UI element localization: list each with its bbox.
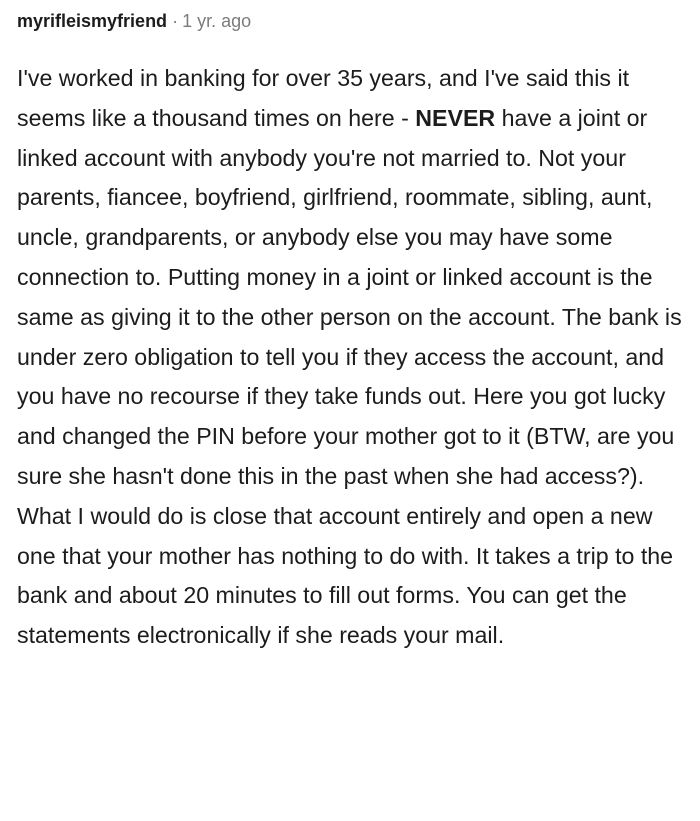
- comment-age[interactable]: 1 yr. ago: [182, 11, 252, 31]
- comment-body: [17, 59, 693, 656]
- comment-author[interactable]: myrifleismyfriend: [17, 11, 168, 31]
- comment-text-start: I've worked in banking for over 35 years, and I've said this it seems like a thousand times on here -: [17, 65, 630, 131]
- comment: [17, 9, 693, 656]
- comment-paragraph: [17, 59, 693, 656]
- meta-separator: ·: [172, 11, 179, 31]
- comment-emphasis: NEVER: [415, 104, 496, 131]
- comment-meta: [17, 9, 693, 33]
- comment-text-rest: have a joint or linked account with anybody you're not married to. Not your parents, fiancee, boyfriend, girlfriend, roommate, sibling, aunt, uncle, grandparents, or anybody else you may have some connection to. Putting money in a joint or linked account is the same as giving it to the other person on the account. The bank is under zero obligation to tell you if they access the account, and you have no recourse if they take funds out. Here you got lucky and changed the PIN before your mother got to it (BTW, are you sure she hasn't done this in the past when she had access?). What I would do is close that account entirely and open a new one that your mother has nothing to do with. It takes a trip to the bank and about 20 minutes to fill out forms. You can get the statements electronically if she reads your mail.: [17, 104, 682, 649]
